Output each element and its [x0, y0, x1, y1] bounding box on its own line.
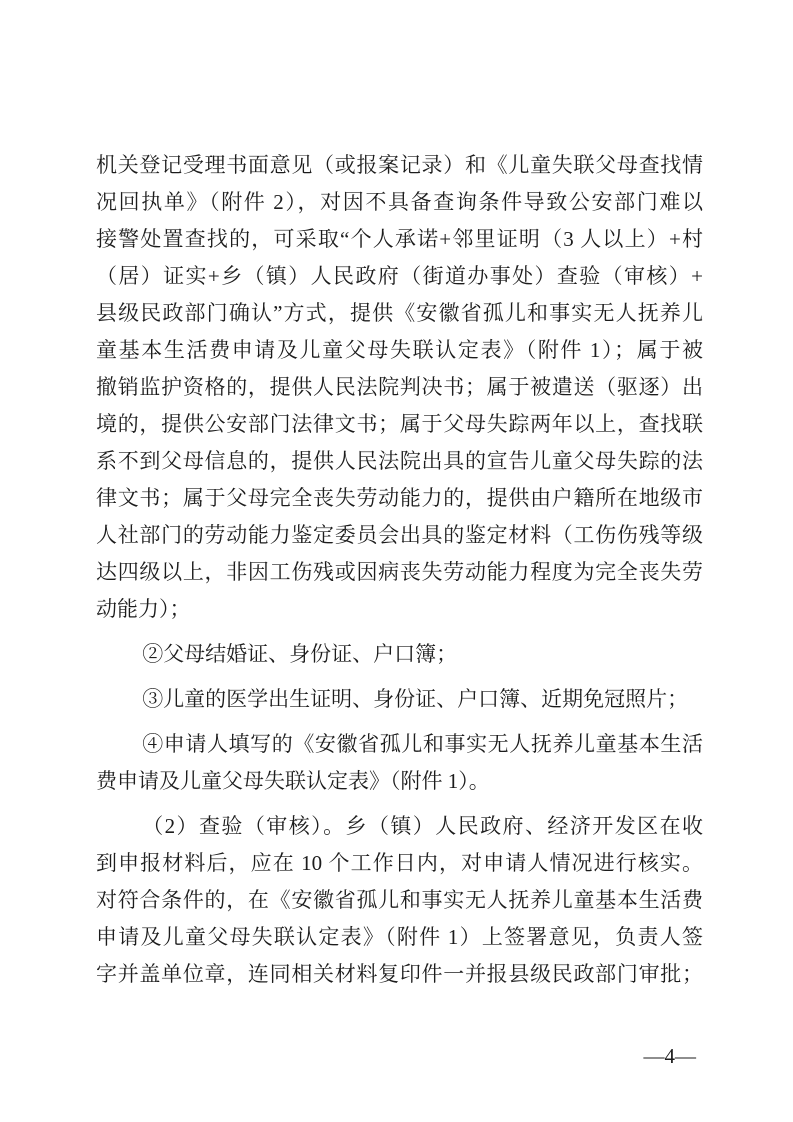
- text-line: 童基本生活费申请及儿童父母失联认定表》（附件 1）；属于被: [96, 338, 703, 362]
- text-line: 对符合条件的，在《安徽省孤儿和事实无人抚养儿童基本生活费: [96, 888, 703, 912]
- text-line: 字并盖单位章，连同相关材料复印件一并报县级民政部门审批；: [96, 962, 703, 986]
- text-line: 动能力）；: [96, 597, 191, 621]
- paragraph-section-2: [96, 808, 703, 993]
- text-line: 系不到父母信息的，提供人民法院出具的宣告儿童父母失踪的法: [96, 449, 703, 473]
- paragraph-list-item-4: [96, 726, 703, 800]
- text-line: 撤销监护资格的，提供人民法院判决书；属于被遣送（驱逐）出: [96, 375, 703, 399]
- text-line: 申请及儿童父母失联认定表》（附件 1）上签署意见，负责人签: [96, 925, 703, 949]
- text-line: （2）查验（审核）。乡（镇）人民政府、经济开发区在收: [142, 814, 703, 838]
- text-line: 县级民政部门确认”方式，提供《安徽省孤儿和事实无人抚养儿: [96, 301, 703, 325]
- text-line: ④申请人填写的《安徽省孤儿和事实无人抚养儿童基本生活: [142, 732, 703, 756]
- paragraph-list-item-3: [96, 681, 703, 718]
- page-number: —4—: [643, 1044, 696, 1068]
- text-line: 机关登记受理书面意见（或报案记录）和《儿童失联父母查找情: [96, 153, 703, 177]
- text-line: ②父母结婚证、身份证、户口簿；: [142, 642, 458, 666]
- text-line: 境的，提供公安部门法律文书；属于父母失踪两年以上，查找联: [96, 412, 703, 436]
- text-line: ③儿童的医学出生证明、身份证、户口簿、近期免冠照片；: [142, 687, 689, 711]
- text-line: 人社部门的劳动能力鉴定委员会出具的鉴定材料（工伤伤残等级: [96, 523, 703, 547]
- paragraph: [96, 147, 703, 628]
- text-line: 接警处置查找的，可采取“个人承诺+邻里证明（3 人以上）+村: [96, 227, 703, 251]
- text-line: 律文书；属于父母完全丧失劳动能力的，提供由户籍所在地级市: [96, 486, 703, 510]
- text-line: 费申请及儿童父母失联认定表》（附件 1）。: [96, 769, 490, 793]
- text-line: （居）证实+乡（镇）人民政府（街道办事处）查验（审核）+: [96, 264, 703, 288]
- text-line: 到申报材料后，应在 10 个工作日内，对申请人情况进行核实。: [96, 851, 703, 875]
- document-body: [96, 147, 703, 993]
- text-line: 达四级以上，非因工伤残或因病丧失劳动能力程度为完全丧失劳: [96, 560, 703, 584]
- text-line: 况回执单》（附件 2），对因不具备查询条件导致公安部门难以: [96, 190, 703, 214]
- paragraph-list-item-2: [96, 636, 703, 673]
